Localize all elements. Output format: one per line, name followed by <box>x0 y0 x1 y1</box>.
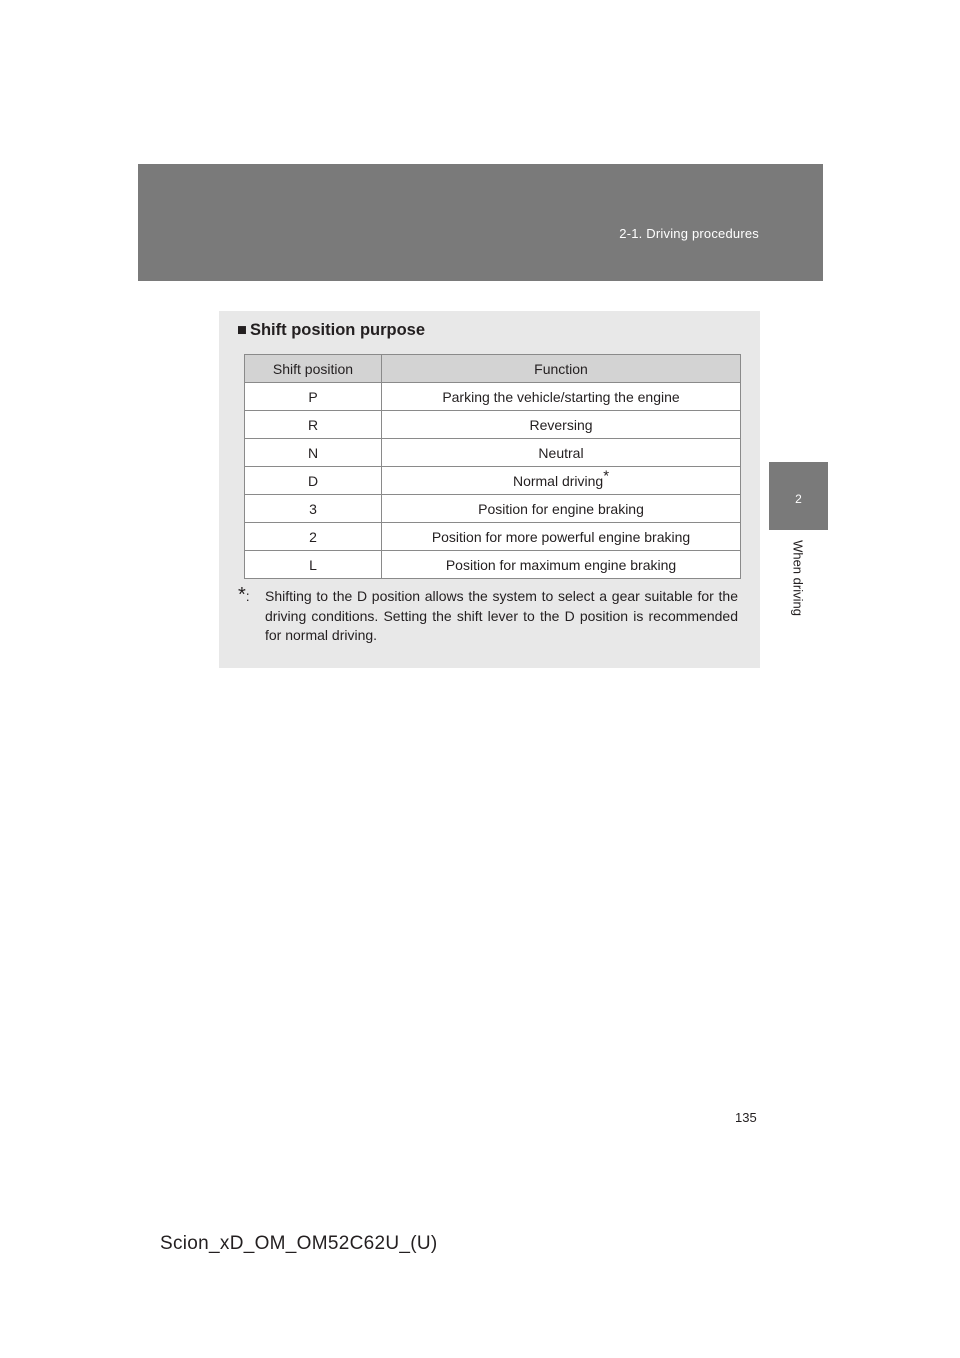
function-cell: Position for maximum engine braking <box>382 551 741 579</box>
shift-position-cell: 2 <box>245 523 382 551</box>
footnote-marker <box>238 584 264 607</box>
section-marker-icon: ■ <box>237 321 247 339</box>
header-bar <box>138 164 823 281</box>
footnote <box>238 584 738 646</box>
chapter-tab <box>769 462 828 530</box>
section-header-title: 2-1. Driving procedures <box>619 226 759 241</box>
shift-position-cell: L <box>245 551 382 579</box>
shift-position-cell: 3 <box>245 495 382 523</box>
function-cell: Neutral <box>382 439 741 467</box>
column-header-shift-position: Shift position <box>245 355 382 383</box>
chapter-label: When driving <box>790 540 806 616</box>
section-title <box>237 321 425 340</box>
table-row <box>245 523 741 551</box>
shift-position-cell: N <box>245 439 382 467</box>
chapter-number: 2 <box>795 492 802 506</box>
table-row <box>245 467 741 495</box>
table-row <box>245 551 741 579</box>
footnote-asterisk: * <box>238 584 246 606</box>
function-cell <box>382 467 741 495</box>
footnote-text: Shifting to the D position allows the system to select a gear suitable for the driving conditions. Setting the shift lever to the D position is recommended for normal driving. <box>265 588 738 643</box>
shift-position-cell: P <box>245 383 382 411</box>
shift-position-cell: R <box>245 411 382 439</box>
table-row <box>245 411 741 439</box>
table-row <box>245 495 741 523</box>
function-cell: Parking the vehicle/starting the engine <box>382 383 741 411</box>
page-number: 135 <box>735 1110 757 1125</box>
function-cell: Reversing <box>382 411 741 439</box>
section-title-text: Shift position purpose <box>249 321 426 339</box>
footnote-separator: : <box>245 588 250 604</box>
table-row <box>245 439 741 467</box>
shift-position-cell: D <box>245 467 382 495</box>
function-cell: Position for engine braking <box>382 495 741 523</box>
function-cell: Position for more powerful engine braking <box>382 523 741 551</box>
function-text: Normal driving <box>512 472 604 489</box>
shift-position-table <box>244 354 741 579</box>
document-code: Scion_xD_OM_OM52C62U_(U) <box>160 1233 438 1254</box>
footnote-reference: * <box>603 466 610 484</box>
shift-position-panel <box>219 311 760 668</box>
column-header-function: Function <box>382 355 741 383</box>
table-row <box>245 383 741 411</box>
table-header-row <box>245 355 741 383</box>
